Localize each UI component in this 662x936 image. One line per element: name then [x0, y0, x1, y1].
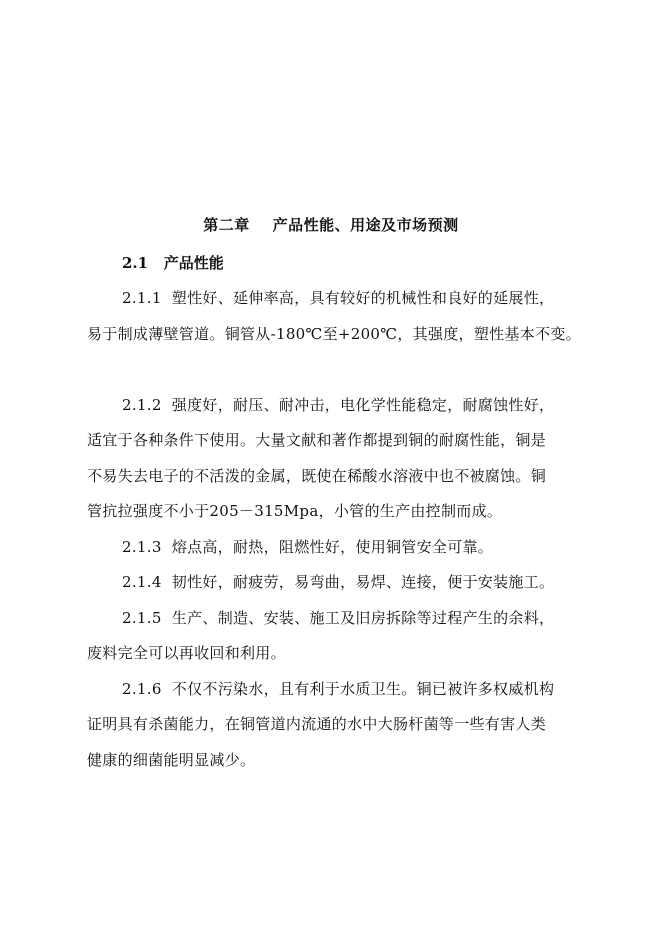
paragraph-2-1-6-line-3: 健康的细菌能明显减少。: [87, 751, 256, 769]
chapter-title: 第二章 产品性能、用途及市场预测: [203, 216, 459, 234]
paragraph-2-1-5-line-1: 2.1.5 生产、制造、安装、施工及旧房拆除等过程产生的余料，: [122, 609, 555, 627]
paragraph-2-1-2-line-1: 2.1.2 强度好，耐压、耐冲击，电化学性能稳定，耐腐蚀性好，: [122, 396, 555, 414]
paragraph-2-1-6-line-2: 证明具有杀菌能力，在铜管道内流通的水中大肠杆菌等一些有害人类: [87, 715, 547, 733]
paragraph-2-1-3-line-1: 2.1.3 熔点高，耐热，阻燃性好，使用铜管安全可靠。: [122, 538, 494, 556]
paragraph-2-1-5-line-2: 废料完全可以再收回和利用。: [87, 644, 286, 662]
paragraph-2-1-2-line-4: 管抗拉强度不小于205－315Mpa，小管的生产由控制而成。: [87, 502, 503, 520]
paragraph-2-1-2-line-3: 不易失去电子的不活泼的金属，既使在稀酸水溶液中也不被腐蚀。铜: [87, 467, 547, 485]
paragraph-2-1-4-line-1: 2.1.4 韧性好，耐疲劳，易弯曲，易焊、连接，便于安装施工。: [122, 573, 555, 591]
paragraph-2-1-1-line-2: 易于制成薄壁管道。铜管从-180℃至+200℃，其强度，塑性基本不变。: [87, 325, 581, 343]
paragraph-2-1-2-line-2: 适宜于各种条件下使用。大量文献和著作都提到铜的耐腐性能，铜是: [87, 431, 547, 449]
paragraph-2-1-1-line-1: 2.1.1 塑性好、延伸率高，具有较好的机械性和良好的延展性，: [122, 289, 555, 307]
section-heading: 2.1 产品性能: [122, 254, 224, 272]
paragraph-2-1-6-line-1: 2.1.6 不仅不污染水，且有利于水质卫生。铜已被许多权威机构: [122, 680, 555, 698]
